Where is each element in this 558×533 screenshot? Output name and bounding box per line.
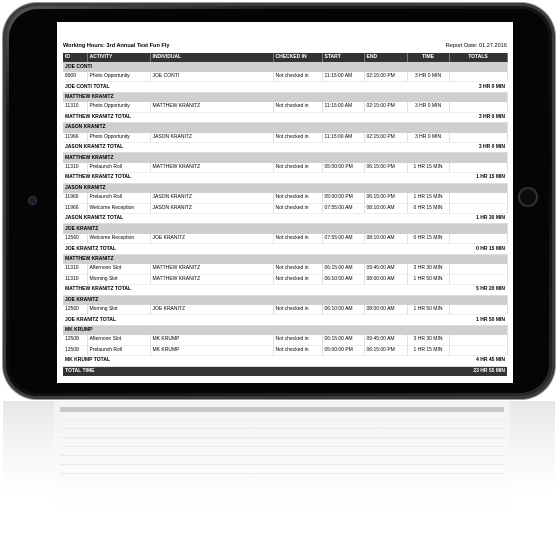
- cell-time: 1 HR 50 MIN: [407, 305, 449, 315]
- group-header-row: [63, 62, 507, 71]
- cell-activity: Prelaunch Roll: [87, 345, 150, 355]
- cell-time: 1 HR 50 MIN: [407, 274, 449, 284]
- group-header-row: [63, 183, 507, 193]
- subtotal-value: 3 HR 0 MIN: [449, 82, 507, 92]
- group-header-row: [63, 92, 507, 102]
- group-header-row: [63, 153, 507, 163]
- group-header-row: [63, 224, 507, 234]
- subtotal-row: [63, 214, 507, 224]
- cell-totals: [449, 203, 507, 213]
- reflection-row: [60, 446, 504, 447]
- cell-individual: MK KRUMP: [150, 345, 273, 355]
- subtotal-label: JOE KRANITZ TOTAL: [63, 315, 449, 325]
- group-header-row: [63, 325, 507, 335]
- subtotal-value: 3 HR 0 MIN: [449, 142, 507, 152]
- group-name: JOE KRANITZ: [63, 224, 507, 234]
- subtotal-label: MATTHEW KRANITZ TOTAL: [63, 173, 449, 183]
- cell-totals: [449, 305, 507, 315]
- screen-reflection: [54, 401, 510, 511]
- cell-time: 0 HR 15 MIN: [407, 203, 449, 213]
- cell-checked-in: Not checked in: [273, 72, 322, 82]
- subtotal-label: JOE CONTI TOTAL: [63, 82, 449, 92]
- subtotal-row: [63, 82, 507, 92]
- cell-activity: Photo Opportunity: [87, 72, 150, 82]
- column-header-checked-in[interactable]: CHECKED IN: [273, 53, 322, 62]
- reflection-row: [60, 437, 504, 438]
- group-name: JASON KRANITZ: [63, 123, 507, 133]
- reflection-row: [60, 455, 504, 456]
- group-header-row: [63, 123, 507, 133]
- report-title: Working Hours: 3rd Annual Test Fun Fly: [63, 43, 170, 49]
- cell-individual: JASON KRANITZ: [150, 133, 273, 143]
- cell-end: 09:45:00 AM: [364, 264, 407, 274]
- group-name: MATTHEW KRANITZ: [63, 254, 507, 264]
- cell-checked-in: Not checked in: [273, 345, 322, 355]
- grand-total-row: [63, 366, 507, 376]
- cell-start: 05:00:00 PM: [322, 163, 364, 173]
- cell-id: 11310: [63, 274, 87, 284]
- cell-checked-in: Not checked in: [273, 234, 322, 244]
- cell-time: 1 HR 15 MIN: [407, 345, 449, 355]
- report-header: [57, 22, 513, 49]
- table-row: [63, 163, 507, 173]
- cell-checked-in: Not checked in: [273, 193, 322, 203]
- cell-individual: JASON KRANITZ: [150, 203, 273, 213]
- subtotal-label: MATTHEW KRANITZ TOTAL: [63, 112, 449, 122]
- cell-time: 1 HR 15 MIN: [407, 163, 449, 173]
- cell-checked-in: Not checked in: [273, 163, 322, 173]
- cell-totals: [449, 102, 507, 112]
- table-row: [63, 335, 507, 345]
- cell-end: 08:00:00 AM: [364, 274, 407, 284]
- cell-start: 05:00:00 PM: [322, 193, 364, 203]
- group-name: JASON KRANITZ: [63, 183, 507, 193]
- cell-activity: Prelaunch Roll: [87, 163, 150, 173]
- cell-end: 02:15:00 PM: [364, 102, 407, 112]
- grand-total-value: 23 HR 55 MIN: [449, 366, 507, 376]
- table-row: [63, 72, 507, 82]
- cell-totals: [449, 264, 507, 274]
- table-body: [63, 62, 507, 366]
- cell-individual: MATTHEW KRANITZ: [150, 102, 273, 112]
- cell-checked-in: Not checked in: [273, 335, 322, 345]
- cell-individual: JASON KRANITZ: [150, 193, 273, 203]
- cell-start: 07:55:00 AM: [322, 234, 364, 244]
- cell-individual: JOE KRANITZ: [150, 234, 273, 244]
- subtotal-value: 0 HR 15 MIN: [449, 244, 507, 254]
- subtotal-value: 5 HR 20 MIN: [449, 285, 507, 295]
- subtotal-row: [63, 142, 507, 152]
- subtotal-label: MK KRUMP TOTAL: [63, 356, 449, 366]
- cell-end: 06:15:00 PM: [364, 193, 407, 203]
- cell-totals: [449, 163, 507, 173]
- cell-start: 06:10:00 AM: [322, 305, 364, 315]
- cell-activity: Photo Opportunity: [87, 133, 150, 143]
- subtotal-row: [63, 285, 507, 295]
- cell-activity: Welcome Reception: [87, 203, 150, 213]
- cell-checked-in: Not checked in: [273, 133, 322, 143]
- group-name: MATTHEW KRANITZ: [63, 92, 507, 102]
- cell-end: 08:10:00 AM: [364, 203, 407, 213]
- cell-checked-in: Not checked in: [273, 305, 322, 315]
- cell-id: 8900: [63, 72, 87, 82]
- table-row: [63, 234, 507, 244]
- column-header-time[interactable]: TIME: [407, 53, 449, 62]
- cell-id: 12508: [63, 335, 87, 345]
- report-date: Report Date: 01.27.2016: [445, 43, 507, 49]
- camera-icon: [28, 196, 37, 205]
- cell-individual: MATTHEW KRANITZ: [150, 163, 273, 173]
- table-row: [63, 274, 507, 284]
- group-name: MATTHEW KRANITZ: [63, 153, 507, 163]
- tablet-frame: [3, 3, 555, 399]
- reflection-row: [60, 473, 504, 474]
- cell-totals: [449, 193, 507, 203]
- grand-total-label: TOTAL TIME: [63, 366, 449, 376]
- table-row: [63, 203, 507, 213]
- cell-time: 3 HR 0 MIN: [407, 72, 449, 82]
- cell-start: 06:10:00 AM: [322, 274, 364, 284]
- cell-time: 3 HR 30 MIN: [407, 335, 449, 345]
- cell-activity: Afternoon Slot: [87, 264, 150, 274]
- cell-totals: [449, 133, 507, 143]
- cell-start: 07:55:00 AM: [322, 203, 364, 213]
- reflection-row: [60, 419, 504, 420]
- cell-start: 05:00:00 PM: [322, 345, 364, 355]
- table-row: [63, 345, 507, 355]
- group-header-row: [63, 254, 507, 264]
- cell-end: 08:10:00 AM: [364, 234, 407, 244]
- cell-id: 11310: [63, 102, 87, 112]
- cell-end: 08:00:00 AM: [364, 305, 407, 315]
- subtotal-row: [63, 315, 507, 325]
- working-hours-table: [63, 53, 508, 376]
- cell-activity: Morning Slot: [87, 305, 150, 315]
- cell-checked-in: Not checked in: [273, 274, 322, 284]
- table-header-row: [63, 53, 507, 62]
- cell-id: 11966: [63, 203, 87, 213]
- table-row: [63, 133, 507, 143]
- cell-start: 06:15:00 AM: [322, 264, 364, 274]
- cell-id: 11966: [63, 193, 87, 203]
- reflection-row: [60, 464, 504, 465]
- cell-totals: [449, 274, 507, 284]
- column-header-end[interactable]: END: [364, 53, 407, 62]
- cell-individual: MATTHEW KRANITZ: [150, 264, 273, 274]
- reflection-total-bar: [60, 407, 504, 412]
- table-row: [63, 264, 507, 274]
- table-row: [63, 193, 507, 203]
- cell-time: 0 HR 15 MIN: [407, 234, 449, 244]
- table-row: [63, 102, 507, 112]
- cell-time: 3 HR 0 MIN: [407, 102, 449, 112]
- cell-activity: Afternoon Slot: [87, 335, 150, 345]
- cell-id: 11310: [63, 264, 87, 274]
- cell-totals: [449, 335, 507, 345]
- subtotal-value: 1 HR 30 MIN: [449, 214, 507, 224]
- cell-individual: JOE CONTI: [150, 72, 273, 82]
- reflection-row: [60, 428, 504, 429]
- subtotal-value: 4 HR 45 MIN: [449, 356, 507, 366]
- column-header-totals[interactable]: TOTALS: [449, 53, 507, 62]
- cell-activity: Photo Opportunity: [87, 102, 150, 112]
- cell-end: 02:15:00 PM: [364, 133, 407, 143]
- column-header-individual[interactable]: INDIVIDUAL: [150, 53, 273, 62]
- cell-id: 12560: [63, 234, 87, 244]
- cell-individual: MATTHEW KRANITZ: [150, 274, 273, 284]
- cell-time: 3 HR 30 MIN: [407, 264, 449, 274]
- subtotal-value: 1 HR 50 MIN: [449, 315, 507, 325]
- cell-time: 1 HR 15 MIN: [407, 193, 449, 203]
- subtotal-row: [63, 244, 507, 254]
- group-name: MK KRUMP: [63, 325, 507, 335]
- cell-time: 3 HR 0 MIN: [407, 133, 449, 143]
- group-name: JOE KRANITZ: [63, 295, 507, 305]
- cell-totals: [449, 345, 507, 355]
- cell-end: 09:45:00 AM: [364, 335, 407, 345]
- subtotal-label: JASON KRANITZ TOTAL: [63, 142, 449, 152]
- cell-start: 11:15:00 AM: [322, 72, 364, 82]
- cell-end: 02:15:00 PM: [364, 72, 407, 82]
- home-button[interactable]: [518, 187, 538, 207]
- cell-checked-in: Not checked in: [273, 102, 322, 112]
- cell-start: 11:15:00 AM: [322, 102, 364, 112]
- subtotal-label: JOE KRANITZ TOTAL: [63, 244, 449, 254]
- column-header-activity[interactable]: ACTIVITY: [87, 53, 150, 62]
- cell-individual: MK KRUMP: [150, 335, 273, 345]
- cell-activity: Prelaunch Roll: [87, 193, 150, 203]
- subtotal-label: MATTHEW KRANITZ TOTAL: [63, 285, 449, 295]
- subtotal-label: JASON KRANITZ TOTAL: [63, 214, 449, 224]
- subtotal-row: [63, 356, 507, 366]
- column-header-start[interactable]: START: [322, 53, 364, 62]
- cell-totals: [449, 72, 507, 82]
- subtotal-row: [63, 173, 507, 183]
- report-screen: [57, 22, 513, 383]
- cell-activity: Welcome Reception: [87, 234, 150, 244]
- cell-checked-in: Not checked in: [273, 264, 322, 274]
- group-name: JOE CONTI: [63, 62, 507, 71]
- group-header-row: [63, 295, 507, 305]
- cell-id: 12508: [63, 345, 87, 355]
- table-row: [63, 305, 507, 315]
- cell-activity: Morning Slot: [87, 274, 150, 284]
- cell-individual: JOE KRANITZ: [150, 305, 273, 315]
- cell-end: 06:15:00 PM: [364, 345, 407, 355]
- cell-end: 06:15:00 PM: [364, 163, 407, 173]
- cell-id: 11310: [63, 163, 87, 173]
- cell-id: 12560: [63, 305, 87, 315]
- subtotal-row: [63, 112, 507, 122]
- cell-start: 11:15:00 AM: [322, 133, 364, 143]
- cell-checked-in: Not checked in: [273, 203, 322, 213]
- cell-start: 06:15:00 AM: [322, 335, 364, 345]
- tablet-reflection: [3, 401, 555, 533]
- subtotal-value: 3 HR 0 MIN: [449, 112, 507, 122]
- cell-totals: [449, 234, 507, 244]
- subtotal-value: 1 HR 15 MIN: [449, 173, 507, 183]
- column-header-id[interactable]: ID: [63, 53, 87, 62]
- cell-id: 11966: [63, 133, 87, 143]
